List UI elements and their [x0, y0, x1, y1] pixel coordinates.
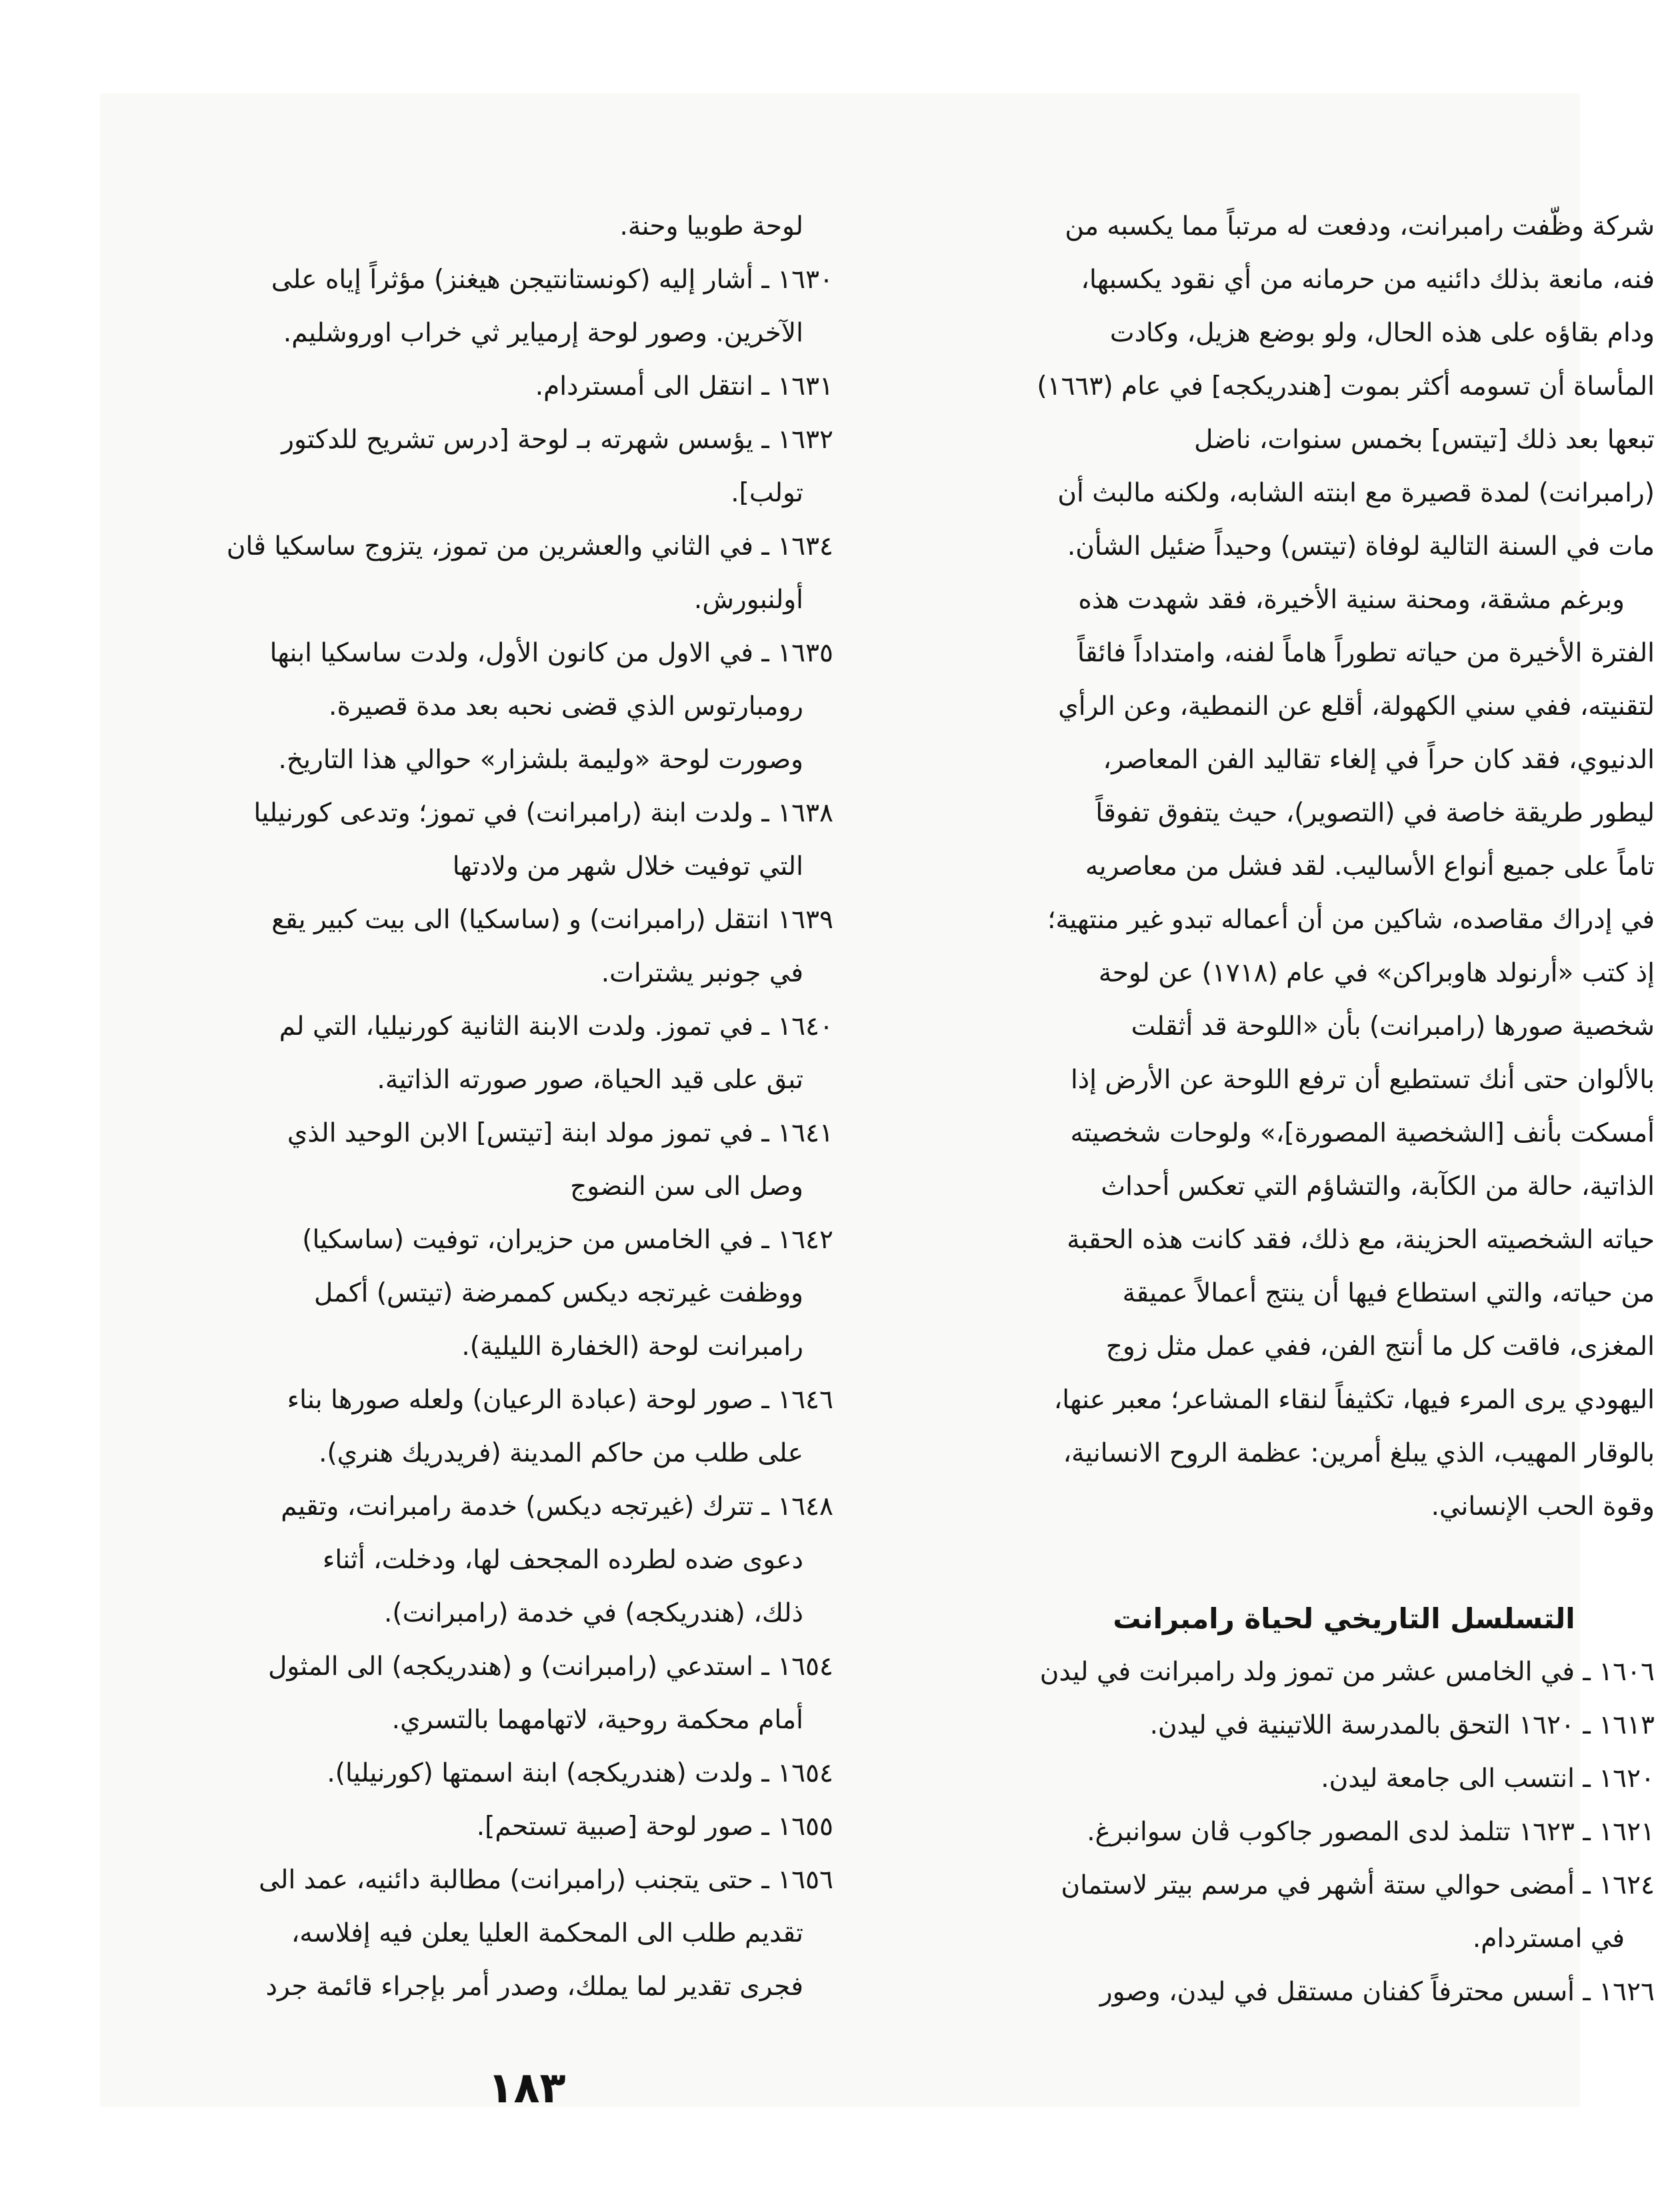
entry-continuation: فجرى تقدير لما يملك، وصدر أمر بإجراء قائمة جرد: [265, 1972, 803, 2002]
chronology-entry: ١٦٤٠ ـ في تموز. ولدت الابنة الثانية كورنيليا، التي لم: [279, 1011, 833, 1041]
chronology-entry: ١٦٤٢ ـ في الخامس من حزيران، توفيت (ساسكيا): [302, 1225, 833, 1255]
chronology-entry: ١٦٥٦ ـ حتى يتجنب (رامبرانت) مطالبة دائنيه، عمد الى: [259, 1865, 833, 1895]
entry-continuation: في امستردام.: [1472, 1924, 1625, 1954]
book-page: [100, 93, 1655, 2113]
entry-continuation: التي توفيت خلال شهر من ولادتها: [452, 851, 803, 881]
entry-continuation: تولب].: [731, 478, 803, 508]
entry-continuation: رومبارتوس الذي قضى نحبه بعد مدة قصيرة.: [329, 691, 803, 721]
entry-continuation: أولنبورش.: [693, 585, 803, 615]
chronology-entry: ١٦٢٠ ـ انتسب الى جامعة ليدن.: [1321, 1764, 1655, 1794]
paragraph-2: [1033, 573, 1655, 1534]
text-line: تبعها بعد ذلك [تيتس] بخمس سنوات، ناضل: [1194, 425, 1655, 455]
text-line: المأساة أن تسومه أكثر بموت [هندريكجه] في عام (١٦٦٣): [1037, 371, 1655, 401]
chronology-entry: ١٦٣٤ ـ في الثاني والعشرين من تموز، يتزوج ساسكيا ڤان: [226, 531, 833, 561]
entry-continuation: في جونبر يشترات.: [601, 958, 803, 988]
entry-continuation: أمام محكمة روحية، لاتهامهما بالتسري.: [391, 1705, 803, 1735]
chronology-entry: ١٦٣٨ ـ ولدت ابنة (رامبرانت) في تموز؛ وتدعى كورنيليا: [253, 798, 833, 828]
chronology-entry: ١٦٢٤ ـ أمضى حوالي ستة أشهر في مرسم بيتر لاستمان: [1061, 1870, 1655, 1900]
text-line: ودام بقاؤه على هذه الحال، ولو بوضع هزيل، وكادت: [1109, 318, 1655, 348]
entry-continuation: رامبرانت لوحة (الخفارة الليلية).: [461, 1332, 803, 1362]
chronology-entry: ١٦٥٥ ـ صور لوحة [صبية تستحم].: [476, 1812, 833, 1842]
text-line: بالوقار المهيب، الذي يبلغ أمرين: عظمة الروح الانسانية،: [1063, 1438, 1655, 1468]
text-line: شخصية صورها (رامبرانت) بأن «اللوحة قد أثقلت: [1131, 1011, 1655, 1041]
text-line: الفترة الأخيرة من حياته تطوراً هاماً لفنه، وامتداداً فائقاً: [1077, 638, 1655, 668]
text-line: مات في السنة التالية لوفاة (تيتس) وحيداً ضئيل الشأن.: [1067, 531, 1655, 561]
chronology-entry: ١٦٠٦ ـ في الخامس عشر من تموز ولد رامبرانت في ليدن: [1039, 1657, 1655, 1687]
right-column: [1033, 200, 1655, 2019]
text-line: شركة وظّفت رامبرانت، ودفعت له مرتباً مما يكسبه من: [1065, 211, 1655, 241]
chronology-entry: ١٦٥٤ ـ استدعي (رامبرانت) و (هندريكجه) الى المثول: [268, 1652, 833, 1682]
chronology-title: التسلسل التاريخي لحياة رامبرانت: [1113, 1602, 1575, 1635]
chronology-entry: ١٦١٣ ـ ١٦٢٠ التحق بالمدرسة اللاتينية في ليدن.: [1149, 1710, 1655, 1740]
text-line: ليطور طريقة خاصة في (التصوير)، حيث يتفوق تفوقاً: [1095, 798, 1655, 828]
text-line: اليهودي يرى المرء فيها، تكثيفاً لنقاء المشاعر؛ معبر عنها،: [1053, 1385, 1655, 1415]
chronology-entry: ١٦٤١ ـ في تموز مولد ابنة [تيتس] الابن الوحيد الذي: [287, 1118, 833, 1148]
paragraph-1: [1033, 200, 1655, 573]
chronology-entry: ١٦٤٨ ـ تترك (غيرتجه ديكس) خدمة رامبرانت، وتقيم: [281, 1492, 833, 1522]
text-line: بالألوان حتى أنك تستطيع أن ترفع اللوحة عن الأرض إذا: [1070, 1065, 1655, 1095]
text-line: لتقنيته، ففي سني الكهولة، أقلع عن النمطية، وعن الرأي: [1058, 691, 1655, 721]
chronology-entry: ١٦٢١ ـ ١٦٢٣ تتلمذ لدى المصور جاكوب ڤان سوانبرغ.: [1087, 1817, 1655, 1847]
page-number: ١٨٣: [487, 2064, 566, 2113]
chronology-entry: ١٦٣٢ ـ يؤسس شهرته بـ لوحة [درس تشريح للدكتور: [281, 425, 833, 455]
text-line: الذاتية، حالة من الكآبة، والتشاؤم التي تعكس أحداث: [1101, 1172, 1655, 1202]
left-column: [220, 200, 833, 2014]
text-line: فنه، مانعة بذلك دائنيه من حرمانه من أي نقود يكسبها،: [1081, 265, 1655, 295]
text-line: المغزى، فاقت كل ما أنتج الفن، ففي عمل مثل زوج: [1105, 1332, 1655, 1362]
text-line: الدنيوي، فقد كان حراً في إلغاء تقاليد الفن المعاصر،: [1103, 745, 1655, 775]
text-line: أمسكت بأنف [الشخصية المصورة]،» ولوحات شخصيته: [1070, 1118, 1655, 1148]
entry-continuation: على طلب من حاكم المدينة (فريدريك هنري).: [319, 1438, 803, 1468]
text-line: من حياته، والتي استطاع فيها أن ينتج أعمالاً عميقة: [1122, 1278, 1655, 1308]
entry-continuation: ووظفت غيرتجه ديكس كممرضة (تيتس) أكمل: [313, 1278, 803, 1308]
entry-continuation: لوحة طوبيا وحنة.: [619, 211, 803, 241]
text-line: في إدراك مقاصده، شاكين من أن أعماله تبدو غير منتهية؛: [1047, 905, 1655, 935]
entry-continuation: وصل الى سن النضوج: [570, 1172, 803, 1202]
text-line: حياته الشخصيته الحزينة، مع ذلك، فقد كانت هذه الحقبة: [1067, 1225, 1655, 1255]
chronology-entry: ١٦٥٤ ـ ولدت (هندريكجه) ابنة اسمتها (كورنيليا).: [327, 1758, 833, 1788]
chronology-entry: ١٦٢٦ ـ أسس محترفاً كفنان مستقل في ليدن، وصور: [1099, 1977, 1655, 2007]
chronology-entry: ١٦٣٩ انتقل (رامبرانت) و (ساسكيا) الى بيت كبير يقع: [271, 905, 833, 935]
entry-continuation: تبق على قيد الحياة، صور صورته الذاتية.: [377, 1065, 803, 1095]
text-line: وبرغم مشقة، ومحنة سنية الأخيرة، فقد شهدت هذه: [1078, 585, 1625, 615]
entry-continuation: الآخرين. وصور لوحة إرمياير ثي خراب اوروشليم.: [283, 318, 803, 348]
chronology-list: [1033, 1646, 1655, 2019]
text-line: تاماً على جميع أنواع الأساليب. لقد فشل من معاصريه: [1085, 851, 1655, 881]
text-line: (رامبرانت) لمدة قصيرة مع ابنته الشابه، ولكنه مالبث أن: [1057, 478, 1655, 508]
entry-continuation: ذلك، (هندريكجه) في خدمة (رامبرانت).: [383, 1598, 803, 1628]
text-line: إذ كتب «أرنولد هاوبراكن» في عام (١٧١٨) عن لوحة: [1098, 958, 1655, 988]
chronology-entry: ١٦٣٥ ـ في الاول من كانون الأول، ولدت ساسكيا ابنها: [269, 638, 833, 668]
chronology-entry: ١٦٣١ ـ انتقل الى أمستردام.: [535, 371, 833, 401]
entry-continuation: وصورت لوحة «وليمة بلشزار» حوالي هذا التاريخ.: [278, 745, 803, 775]
chronology-entry: ١٦٤٦ ـ صور لوحة (عبادة الرعيان) ولعله صورها بناء: [287, 1385, 833, 1415]
text-line: وقوة الحب الإنساني.: [1431, 1492, 1655, 1522]
chronology-entry: ١٦٣٠ ـ أشار إليه (كونستانتيجن هيغنز) مؤثراً إياه على: [271, 265, 833, 295]
entry-continuation: دعوى ضده لطرده المجحف لها، ودخلت، أثناء: [322, 1545, 803, 1575]
entry-continuation: تقديم طلب الى المحكمة العليا يعلن فيه إفلاسه،: [291, 1918, 803, 1948]
